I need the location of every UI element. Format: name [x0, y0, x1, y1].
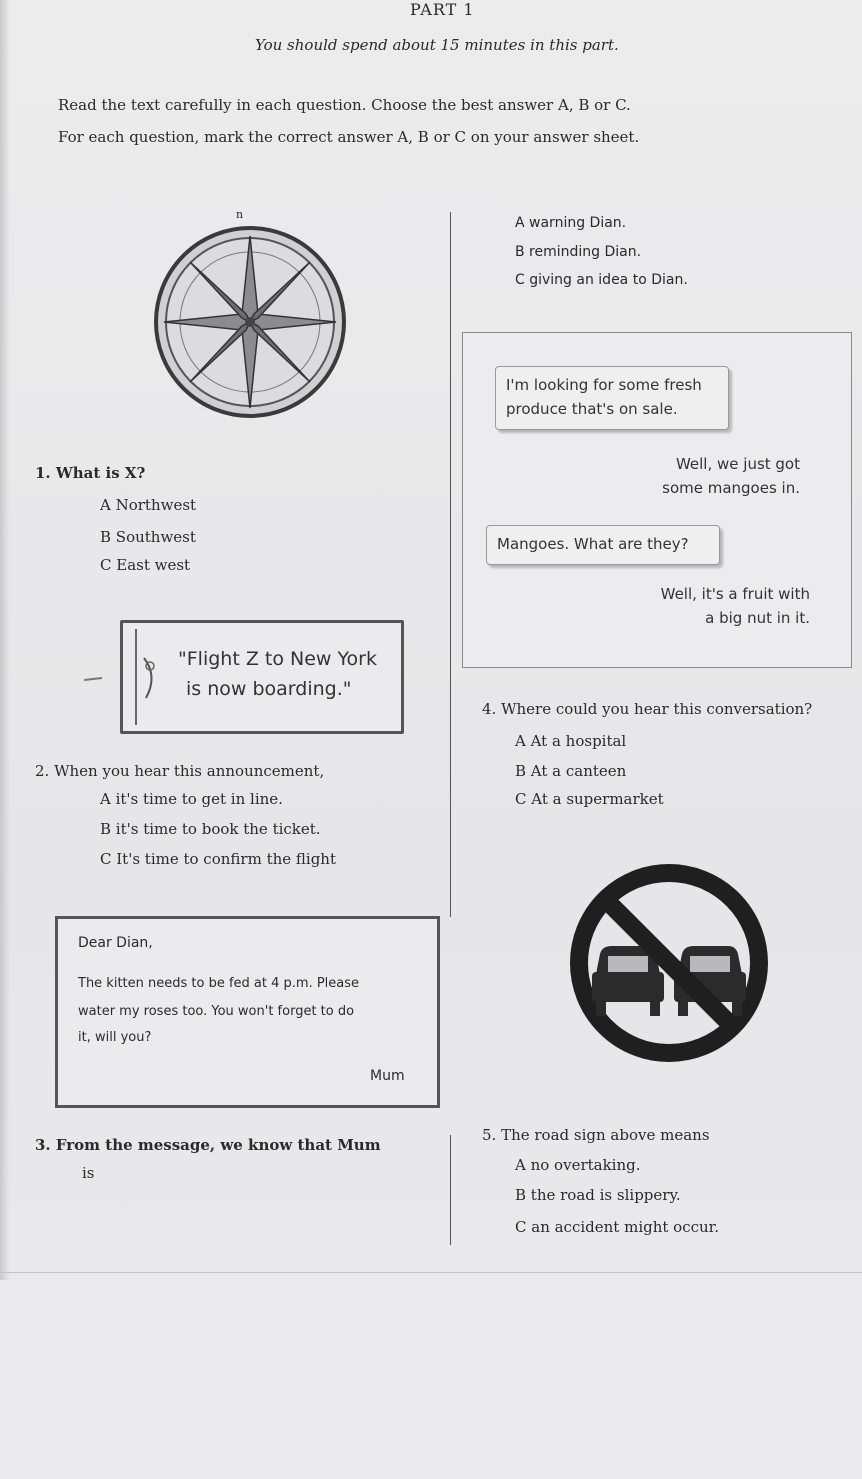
page-bottom-edge	[0, 1272, 862, 1273]
q1-option-c[interactable]: C East west	[100, 556, 191, 574]
note-line-3: it, will you?	[78, 1030, 152, 1045]
q2-option-a[interactable]: A it's time to get in line.	[100, 790, 283, 808]
bubble-1-line-1: I'm looking for some fresh	[506, 376, 702, 394]
q4-option-a[interactable]: A At a hospital	[515, 732, 627, 750]
q1-question: 1. What is X?	[35, 464, 146, 482]
q3-question-line-2: is	[82, 1164, 95, 1182]
announcement-line-1: "Flight Z to New York	[178, 648, 377, 670]
q3-option-a[interactable]: A warning Dian.	[515, 215, 627, 231]
no-overtaking-sign-icon	[568, 862, 770, 1064]
q4-question: 4. Where could you hear this conversation?	[482, 700, 813, 718]
q2-question: 2. When you hear this announcement,	[35, 762, 325, 780]
note-line-1: The kitten needs to be fed at 4 p.m. Please	[78, 976, 360, 991]
note-line-2: water my roses too. You won't forget to do	[78, 1004, 355, 1019]
speech-bubble-1	[495, 366, 729, 430]
reply-1-line-1: Well, we just got	[675, 455, 800, 473]
time-note: You should spend about 15 minutes in this part.	[255, 36, 619, 54]
q4-option-b[interactable]: B At a canteen	[515, 762, 627, 780]
reply-2-line-1: Well, it's a fruit with	[660, 585, 810, 603]
speech-bubble-2: Mangoes. What are they?	[486, 525, 720, 565]
q4-option-c[interactable]: C At a supermarket	[515, 790, 664, 808]
note-signature: Mum	[370, 1068, 405, 1084]
q3-question-line-1: 3. From the message, we know that Mum	[35, 1136, 381, 1154]
speaker-icon	[84, 652, 164, 702]
q2-option-c[interactable]: C It's time to confirm the flight	[100, 850, 336, 868]
instruction-1: Read the text carefully in each question. Choose the best answer A, B or C.	[58, 96, 631, 114]
q2-option-b[interactable]: B it's time to book the ticket.	[100, 820, 321, 838]
part-heading: PART 1	[410, 0, 475, 19]
compass-icon	[150, 222, 350, 422]
column-divider-bottom	[450, 1135, 451, 1245]
reply-2-line-2: a big nut in it.	[705, 609, 810, 627]
reply-1	[620, 452, 800, 500]
q3-option-b[interactable]: B reminding Dian.	[515, 244, 642, 260]
column-divider-top	[450, 212, 451, 917]
reply-1-line-2: some mangoes in.	[662, 479, 800, 497]
bubble-1-line-2: produce that's on sale.	[506, 400, 678, 418]
q1-option-b[interactable]: B Southwest	[100, 528, 196, 546]
q3-option-c[interactable]: C giving an idea to Dian.	[515, 272, 688, 288]
instruction-2: For each question, mark the correct answer A, B or C on your answer sheet.	[58, 128, 640, 146]
q1-option-a[interactable]: A Northwest	[100, 496, 197, 514]
page-edge-shadow	[0, 0, 10, 1280]
reply-2	[610, 582, 810, 630]
note-greeting: Dear Dian,	[78, 935, 153, 951]
q5-question: 5. The road sign above means	[482, 1126, 710, 1144]
announcement-line-2: is now boarding."	[186, 678, 352, 700]
q5-option-b[interactable]: B the road is slippery.	[515, 1186, 681, 1204]
q5-option-c[interactable]: C an accident might occur.	[515, 1218, 719, 1236]
q5-option-a[interactable]: A no overtaking.	[515, 1156, 641, 1174]
compass-north-letter: n	[236, 208, 244, 221]
